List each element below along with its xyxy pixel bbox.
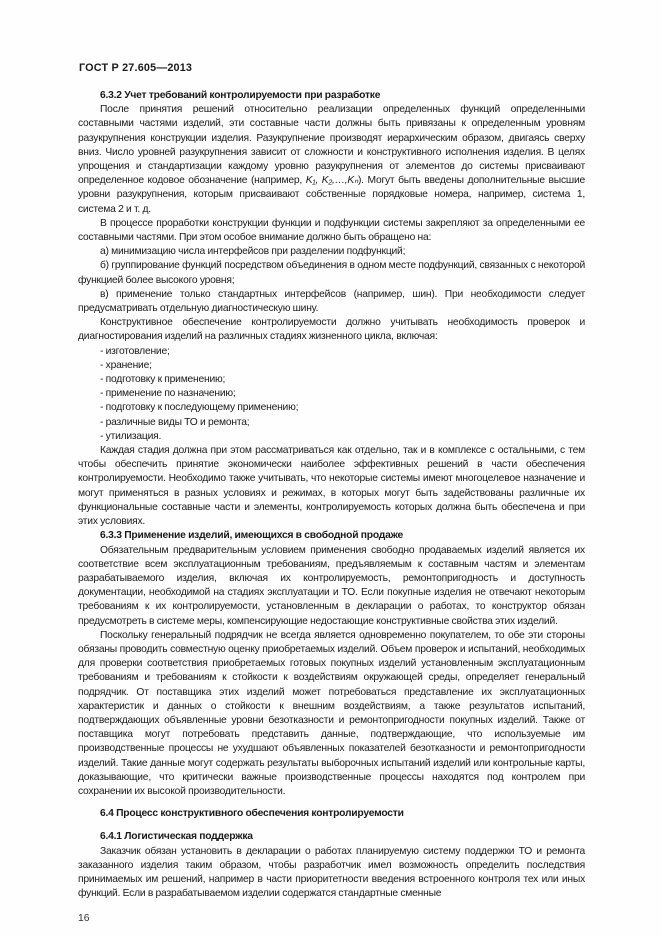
paragraph-cots-requirements: Обязательным предварительным условием применения свободно продаваемых изделий является их соответствие всем эксплуатационным требованиям, предъявляемым к составным частям и элементам разрабатываемого изделия, включая их контролируемость, ремонтопригодность и доступность документации, необходимой на стадиях эксплуатации и ТО. Если покупные изделия не отвечают некоторым требованиям к их контролируемости, установленным в декларации о работах, то конструктор обязан предусмотреть в системе меры, компенсирующие недостающие конструктивные свойства этих изделий. [78, 544, 585, 627]
paragraph-each-stage: Каждая стадия должна при этом рассматриваться как отдельно, так и в комплексе с остальными, с тем чтобы обеспечить принятие экономически наиболее эффективных решений в части обеспечения контролируемости. Необходимо также учитывать, что некоторые системы имеют многоцелевое назначение и могут применяться в разных условиях и режимах, в которых могут быть задействованы различные их функциональные составные части и элементы, контролируемость которых должна быть обеспечена и при этих условиях. [78, 445, 585, 528]
paragraph-logistics-support: Заказчик обязан установить в декларации о работах планируемую систему поддержки ТО и ремонта заказанного изделия таким образом, чтобы разработчик имел возможность определить последствия принимаемых им решений, например в части приоритетности введения встроенного контроля тех или иных функций. Если в разрабатываемом изделии содержатся стандартные сменные [78, 845, 585, 900]
document-body [78, 89, 585, 927]
lifecycle-stage-item: - изготовление; [100, 345, 170, 357]
list-item-a: а) минимизацию числа интерфейсов при разделении подфункций; [100, 246, 406, 258]
list-item-v: в) применение только стандартных интерфейсов (например, шин). При необходимости следует предусматривать отдельную диагностическую шину. [78, 288, 585, 315]
lifecycle-stage-item: - различные виды ТО и ремонта; [100, 416, 250, 428]
section-heading-6-3-2: 6.3.2 Учет требований контролируемости при разработке [100, 90, 381, 101]
lifecycle-stage-item: - подготовку к последующему применению; [100, 402, 299, 414]
section-heading-6-4: 6.4 Процесс конструктивного обеспечения контролируемости [100, 808, 404, 820]
formula-k-levels: K₁, K₂,…,Kₙ [305, 175, 358, 187]
paragraph-design-support: Конструктивное обеспечение контролируемости должно учитывать необходимость проверок и диагностирования изделий на различных стадиях жизненного цикла, включая: [78, 317, 585, 343]
section-heading-6-4-1: 6.4.1 Логистическая поддержка [100, 831, 253, 843]
paragraph-text: ). Могут быть введены дополнительные высшие уровни разукрупнения, которым присваивают собственные порядковые номера, например, система 1, система 2 и т. д. [78, 175, 585, 215]
paragraph-text: После принятия решений относительно реализации определенных функций определенными составными частями изделий, эти составные части должны быть привязаны к определенным уровням разукрупнения конструкции изделия. Разукрупнение производят иерархическим образом, двигаясь сверху вниз. Число уровней разукрупнения зависит от сложности и конструктивного исполнения изделия. В целях упрощения и стандартизации каждому уровню разукрупнения от элементов до системы присваивают определенное кодовое обозначение (например, [78, 104, 585, 187]
section-heading-6-3-3: 6.3.3 Применение изделий, имеющихся в свободной продаже [100, 530, 404, 542]
list-item-b: б) группирование функций посредством объединения в одном месте подфункций, связанных с некоторой функцией более высокого уровня; [78, 260, 585, 286]
document-header: ГОСТ Р 27.605—2013 [79, 62, 193, 74]
lifecycle-stage-item: - хранение; [100, 359, 152, 371]
paragraph-function-allocation: В процессе проработки конструкции функции и подфункции системы закрепляют за определенными ее составными частями. При этом особое внимание должно быть обращено на: [78, 217, 585, 244]
lifecycle-stage-item: - подготовку к применению; [100, 374, 226, 386]
lifecycle-stage-item: - утилизация. [100, 430, 162, 442]
lifecycle-stage-item: - применение по назначению; [100, 388, 236, 400]
paragraph-decomposition [78, 103, 585, 217]
paragraph-contractor-assessment: Поскольку генеральный подрядчик не всегда является одновременно покупателем, то обе эти стороны обязаны проводить совместную оценку приобретаемых изделий. Объем проверок и испытаний, необходимых для проверки соответствия приобретаемых готовых покупных изделий установленным эксплуатационным требованиям и требованиям к стойкости к воздействиям окружающей среды, определяет генеральный подрядчик. От поставщика этих изделий может потребоваться представление их эксплуатационных характеристик и данных о стойкости к внешним воздействиям, а также результатов испытаний, подтверждающих объявленные уровни безотказности и ремонтопригодности покупных изделий. Также от поставщика могут потребовать представить данные, подтверждающие, что используемые им производственные процессы не ухудшают объявленных показателей безотказности и ремонтопригодности изделий. Такие данные могут содержать результаты выборочных испытаний изделий или контрольные карты, доказывающие, что критически важные производственные процессы находятся под контролем при сохранении их высокой производительности. [78, 629, 585, 797]
page-number: 16 [78, 913, 90, 925]
